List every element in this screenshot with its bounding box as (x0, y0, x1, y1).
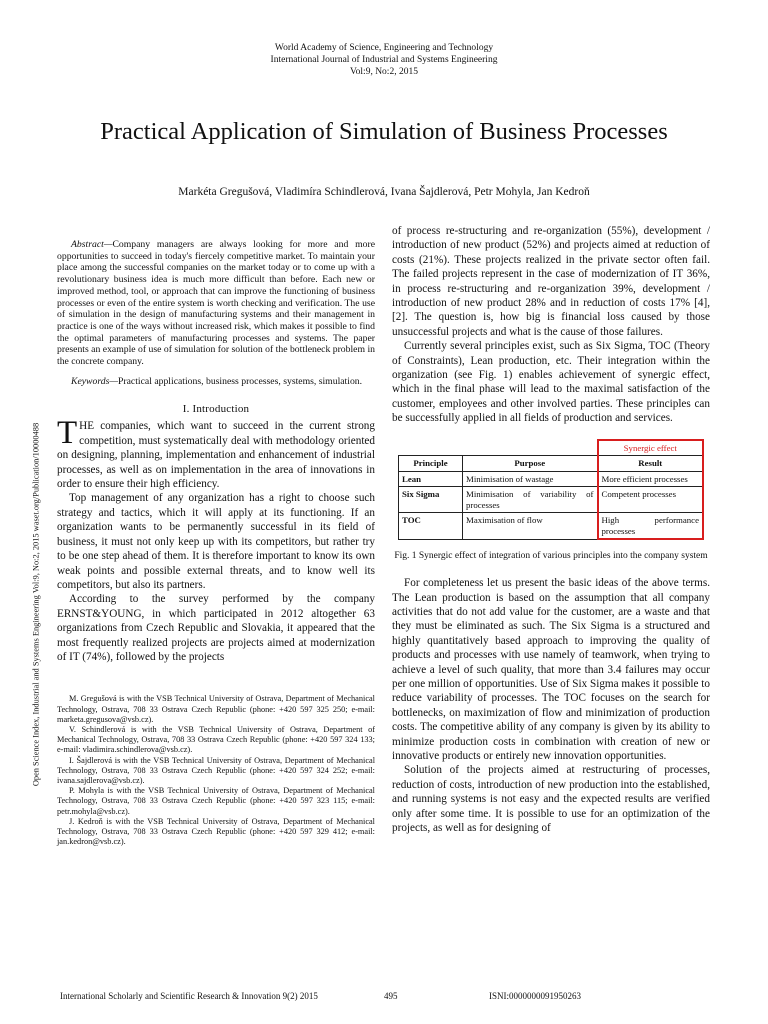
abstract-text: Company managers are always looking for more and more opportunities to succeed in today's fiercely competitive market. To maintain your place among the successful companies on the market today or to come up with a revolutionary business idea is much more difficult than before. Each new or improved method, tool, or approach that can improve the functioning of business processes or even of the entire system is worth checking and verification. The use of simulation in the design of manufacturing systems and their management in practice is one of the ways without increased risk, which makes it possible to find the optimal parameters of manufacturing processes and systems. The paper presents an example of use of simulation for solution of the bottleneck problem in the concrete company. (57, 239, 375, 368)
intro-paragraph-2: Top management of any organization has a right to choose such strategy and tactics, which it will apply at its functioning. If an organization wants to be permanently successful in its field of business, it must not only keep up with its competitors, but rather try to be one step ahead of them. It is therefore important to know its own weak points and possible external threats, and to know well its competitors, but also its partners. (57, 492, 375, 591)
intro-paragraph-1 (57, 415, 375, 491)
drop-cap: T (57, 415, 78, 452)
abstract-label: Abstract (71, 239, 104, 250)
cell-principle: Lean (399, 471, 463, 487)
figure-1-table (398, 439, 704, 541)
footer-publisher: International Scholarly and Scientific Research & Innovation 9(2) 2015 (60, 991, 318, 1001)
page-number: 495 (384, 991, 398, 1001)
journal-header (0, 42, 768, 78)
header-principle: Principle (399, 456, 463, 472)
author-list: Markéta Gregušová, Vladimíra Schindlerová, Ivana Šajdlerová, Petr Mohyla, Jan Kedroň (178, 186, 590, 198)
footnote: J. Kedroň is with the VSB Technical University of Ostrava, Department of Mechanical Technology, Ostrava, 708 33 Ostrava Czech Republic (phone: +420 597 329 412; e-mail: jan.kedron@vsb.cz). (57, 816, 375, 847)
keywords-label: Keywords (71, 375, 110, 387)
cell-purpose: Minimisation of variability of processes (463, 487, 598, 513)
header-purpose: Purpose (463, 456, 598, 472)
section-heading-introduction: I. Introduction (182, 403, 250, 416)
intro-paragraph-1-text: HE companies, which want to succeed in the current strong competition, must systematically deal with methodology oriented on designing, planning, implementation and enhancement of industrial processes, as well as on implementation in the area of innovations in order to ensure their high efficiency. (57, 420, 375, 491)
author-footnotes (57, 694, 375, 847)
side-margin-text: Open Science Index, Industrial and Systems Engineering Vol:9, No:2, 2015 waset.org/Publication/10000488 (31, 422, 41, 787)
cell-result: Competent processes (598, 487, 704, 513)
footnote: M. Gregušová is with the VSB Technical University of Ostrava, Department of Mechanical Technology, Ostrava, 708 33 Ostrava Czech Republic (phone: +420 597 325 250; e-mail: marketa.gregusova@vsb.cz). (57, 694, 375, 724)
figure-header-row (399, 456, 704, 472)
footnote: P. Mohyla is with the VSB Technical University of Ostrava, Department of Mechanical Technology, Ostrava, 708 33 Ostrava Czech Republic (phone: +420 597 323 115; e-mail: petr.mohyla@vsb.cz). (57, 786, 375, 816)
journal-volume: Vol:9, No:2, 2015 (350, 67, 418, 77)
cell-result: More efficient processes (598, 471, 704, 487)
cell-result: High performance processes (598, 513, 704, 540)
paper-title: Practical Application of Simulation of Business Processes (100, 118, 668, 145)
side-margin-note (29, 357, 43, 857)
right-paragraph-4: Solution of the projects aimed at restructuring of processes, reduction of costs, introduction of new production into the established, and running systems is not easy and the expected results are verified only after some time. It is possible to use for an optimization of the projects, as well as for designing of (392, 764, 710, 835)
footnote: I. Šajdlerová is with the VSB Technical University of Ostrava, Department of Mechanical Technology, Ostrava, 708 33 Ostrava Czech Republic (phone: +420 597 324 252; e-mail: ivana.sajdlerova@vsb.cz). (57, 755, 375, 785)
journal-publisher: World Academy of Science, Engineering and Technology (274, 43, 494, 53)
cell-principle: TOC (399, 513, 463, 540)
table-row (399, 487, 704, 513)
intro-paragraph-3: According to the survey performed by the company ERNST&YOUNG, in which participated in 2012 altogether 63 organizations from Czech Republic and Slovakia, it appeared that the most frequently realized projects are projects aimed at modernization of IT (74%), followed by the projects (57, 593, 375, 663)
table-row (399, 513, 704, 540)
right-column (392, 224, 710, 836)
abstract: Abstract—Company managers are always looking for more and more opportunities to succeed in today's fiercely competitive market. To maintain your place among the successful companies on the market today or to come up with a revolutionary business idea is much more difficult than before. Each new or improved method, tool, or approach that can improve the functioning of business processes or even of the entire system is worth checking and verification. The use of simulation in the design of manufacturing systems and their management in practice is one of the ways without increased risk, which makes it possible to find the optimal parameters of manufacturing processes and systems. The paper presents an example of use of simulation for solution of the bottleneck problem in the concrete company. (57, 239, 375, 368)
right-paragraph-3: For completeness let us present the basic ideas of the above terms. The Lean production is based on the assumption that all company activities that do not add value for the customer, are a waste and that they must be eliminated as such. The Six Sigma is a structured and highly quantitatively based approach to improving the quality of products and processes with use namely of teamwork, when trying to achieve a level of such quality, that more than 3.4 failures may occur per one million of opportunities. Use of Six Sigma makes it possible to reduce variability of processes. The TOC focuses on the search for bottlenecks, on maximization of flow and minimization of production costs. The competitive ability of any company is given by its ability to minimize production costs in combination with creation of new or innovative products or entirely new innovation opportunities. (392, 577, 710, 763)
cell-purpose: Maximisation of flow (463, 513, 598, 540)
figure-1-caption: Fig. 1 Synergic effect of integration of various principles into the company system (394, 551, 708, 562)
keywords-text: Practical applications, business processes, systems, simulation. (118, 375, 363, 387)
right-paragraph-1: of process re-structuring and re-organization (55%), development / introduction of new product (52%) and projects aimed at reduction of costs (21%). These projects realized in the private sector often fail. The failed projects represent in the case of modernization of IT 36%, in process re-structuring and re-organization 39%, development / introduction of new product 28% and in reduction of costs 17% [4], [2]. The question is, how big is financial loss caused by those unsuccessful projects and what is the cause of those failures. (392, 225, 710, 338)
footer-isni: ISNI:0000000091950263 (489, 991, 581, 1001)
table-row (399, 471, 704, 487)
cell-principle: Six Sigma (399, 487, 463, 513)
journal-name: International Journal of Industrial and Systems Engineering (270, 55, 498, 65)
header-result: Result (598, 456, 704, 472)
footnote: V. Schindlerová is with the VSB Technical University of Ostrava, Department of Mechanical Technology, Ostrava, 708 33 Ostrava Czech Republic (phone: +420 597 324 133; e-mail: vladimira.schindlerova@vsb.cz). (57, 724, 375, 755)
right-paragraph-2: Currently several principles exist, such as Six Sigma, TOC (Theory of Constraints), Lean production, etc. Their integration within the organization (see Fig. 1) enables achievement of synergic effect, which in the final phase will lead to the maximal satisfaction of the customer, employees and other involved parties. These principles can be successfully applied in all fields of production and services. (392, 340, 710, 425)
cell-purpose: Minimisation of wastage (463, 471, 598, 487)
keywords: Keywords—Practical applications, business processes, systems, simulation. (71, 375, 363, 387)
synergic-effect-label: Synergic effect (598, 440, 704, 456)
left-column (57, 239, 375, 847)
